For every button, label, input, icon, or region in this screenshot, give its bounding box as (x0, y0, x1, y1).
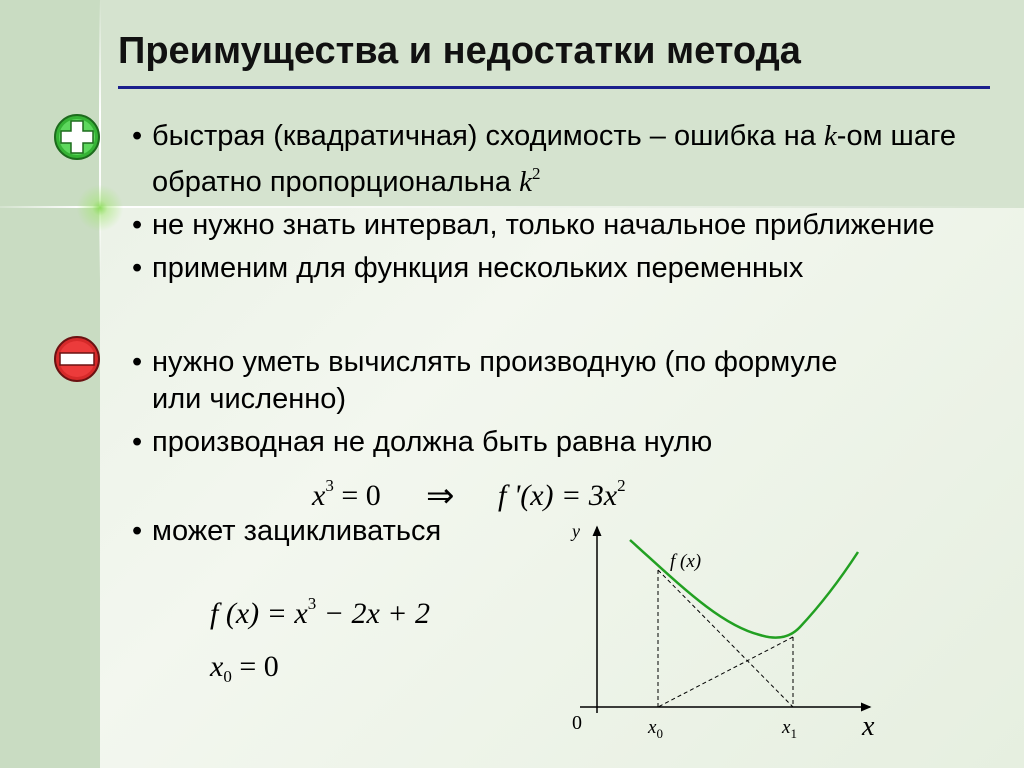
x1-label-sub: 1 (790, 726, 797, 741)
x0-rhs: = 0 (231, 650, 279, 683)
cons-item-text: нужно уметь вычислять производную (по формуле или численно) (152, 346, 838, 415)
pros-item-text: применим для функция нескольких переменных (152, 252, 804, 284)
implies-symbol: ⇒ (426, 476, 455, 516)
pros-item (132, 207, 1024, 244)
function-curve (630, 540, 858, 638)
pros-item-text: быстрая (квадратичная) сходимость – ошибка на (152, 120, 824, 152)
k-variable: k (519, 166, 532, 198)
newton-graph (560, 515, 900, 760)
decor-spark (70, 178, 130, 238)
cons-item (132, 344, 842, 418)
func-exponent: 3 (307, 594, 317, 613)
k-variable: k (823, 120, 837, 152)
cons-item-text: производная не должна быть равна нулю (152, 426, 713, 458)
x1-label-var: x (782, 717, 791, 738)
eq-exponent: 2 (617, 476, 626, 495)
eq-var: x (312, 479, 326, 512)
x-axis-label: x (862, 711, 875, 742)
x1-label (781, 717, 797, 741)
pros-item-text: -ом шаге обратно пропорциональна (152, 120, 957, 198)
func-rhs: − 2x + 2 (316, 597, 431, 630)
eq-exponent: 3 (325, 476, 334, 495)
equation-initial (210, 650, 279, 687)
func-lhs: f (x) = x (210, 597, 308, 630)
x0-sub: 0 (223, 667, 232, 686)
origin-label: 0 (572, 712, 582, 734)
pros-item (132, 250, 1024, 287)
pros-list (132, 118, 1024, 293)
eq-rhs: = 0 (333, 479, 381, 512)
cons-item (132, 424, 842, 461)
y-axis-label: y (572, 521, 580, 541)
x0-label-var: x (648, 717, 657, 738)
x0-var: x (210, 650, 224, 683)
k-exponent: 2 (531, 164, 541, 183)
title-underline (118, 86, 990, 89)
equation-x-cubed (312, 476, 381, 513)
eq-derivative: f '(x) = 3x (498, 479, 618, 512)
curve-label: f (x) (670, 551, 702, 572)
minus-circle-icon (52, 334, 102, 384)
equation-derivative (498, 476, 626, 513)
pros-item (132, 118, 1024, 201)
cons-item-text: может зацикливаться (152, 515, 442, 547)
x0-label-sub: 0 (656, 726, 663, 741)
equation-function (210, 594, 430, 631)
slide-title: Преимущества и недостатки метода (118, 30, 801, 72)
tangent-at-x1 (658, 637, 793, 707)
pros-item-text: не нужно знать интервал, только начальное приближение (152, 209, 935, 241)
plus-circle-icon (52, 112, 102, 162)
x0-label (647, 717, 663, 741)
